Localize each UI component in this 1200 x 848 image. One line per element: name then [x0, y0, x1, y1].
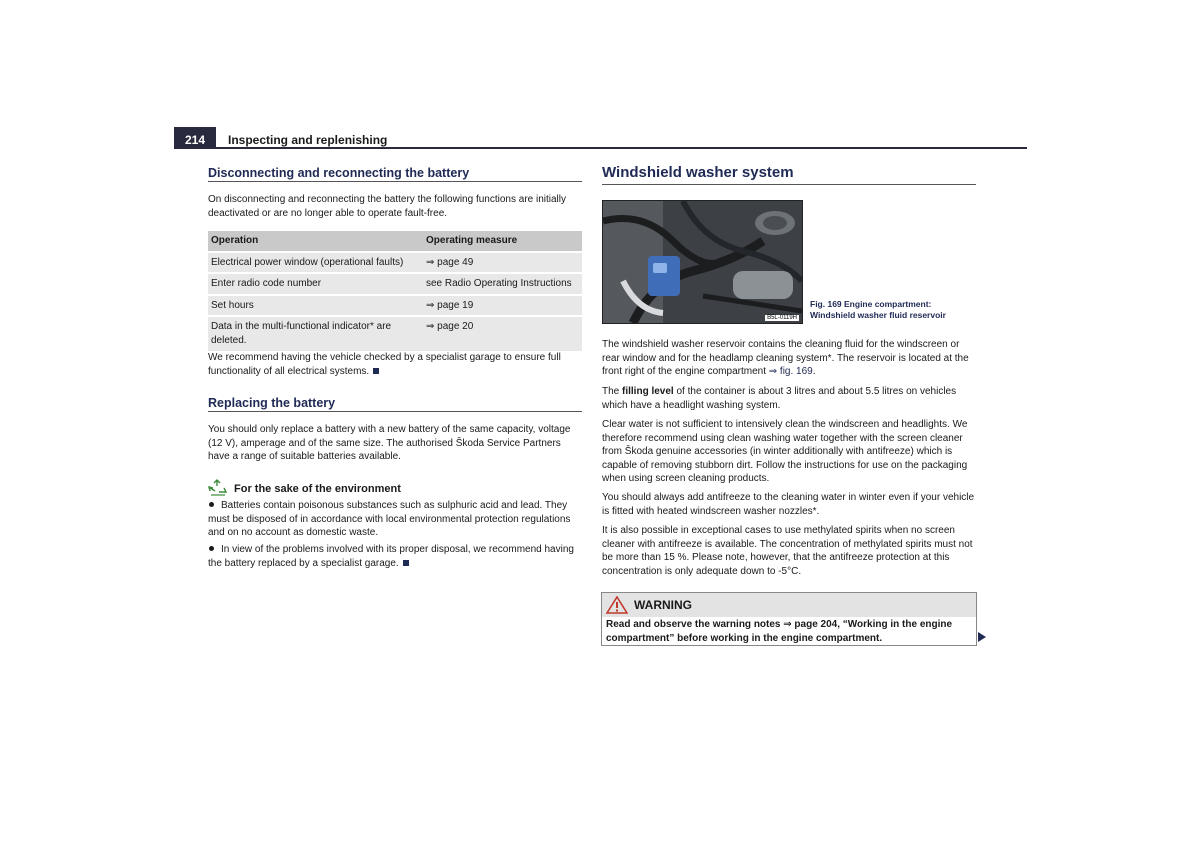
environment-bullet	[208, 499, 582, 540]
recycle-icon	[208, 479, 228, 497]
table-row	[208, 316, 582, 350]
figure-caption: Fig. 169 Engine compartment: Windshield washer fluid reservoir	[810, 299, 946, 320]
washer-paragraph-4: You should always add antifreeze to the cleaning water in winter even if your vehicle is fitted with heated windscreen washer nozzles*.	[602, 492, 975, 517]
closing-text: We recommend having the vehicle checked by a specialist garage to ensure full functionality of all electrical systems.	[208, 352, 561, 377]
paragraph-text: of the container is about 3 litres and about 5.5 litres on vehicles which have a headlight washing system.	[602, 386, 957, 411]
table-header-measure: Operating measure	[423, 231, 582, 252]
section-rule	[208, 411, 582, 412]
bullet-icon	[209, 546, 214, 551]
section-rule	[208, 181, 582, 182]
table-cell: see Radio Operating Instructions	[423, 273, 582, 295]
table-row	[208, 252, 582, 274]
engine-photo-illustration	[603, 201, 802, 323]
closing-paragraph	[208, 351, 582, 378]
paragraph-text: .	[812, 366, 816, 378]
warning-header	[602, 593, 976, 617]
bold-term: filling level	[622, 386, 674, 397]
page-number: 214	[174, 127, 216, 149]
continue-arrow-icon	[978, 632, 986, 642]
replacing-paragraph: You should only replace a battery with a new battery of the same capacity, voltage (12 V), amperage and of the same size. The authorised Škoda Service Partners have a range of suitable batteries available.	[208, 424, 571, 463]
table-cell: Set hours	[208, 295, 423, 317]
header-rule	[174, 147, 1027, 149]
table-cell: Data in the multi-functional indicator* are deleted.	[208, 316, 423, 350]
paragraph-text: The	[602, 386, 623, 397]
table-cell-link[interactable]: ⇒ page 20	[423, 316, 582, 350]
section-title-disconnecting: Disconnecting and reconnecting the battery	[208, 166, 470, 180]
environment-title: For the sake of the environment	[234, 483, 401, 495]
warning-box	[601, 592, 977, 646]
table-header-operation: Operation	[208, 231, 423, 252]
bullet-text: Batteries contain poisonous substances such as sulphuric acid and lead. They must be disposed of in accordance with local environmental protection regulations and on no account as domestic waste.	[208, 500, 571, 539]
washer-paragraph-1	[602, 338, 976, 379]
end-of-section-icon	[403, 560, 409, 566]
table-cell: Enter radio code number	[208, 273, 423, 295]
running-header-title: Inspecting and replenishing	[228, 133, 388, 147]
table-row	[208, 295, 582, 317]
table-cell-link[interactable]: ⇒ page 49	[423, 252, 582, 274]
bullet-text: In view of the problems involved with its proper disposal, we recommend having the battery replaced by a specialist garage.	[208, 544, 574, 569]
table-cell: Electrical power window (operational faults)	[208, 252, 423, 274]
section-rule	[602, 184, 976, 185]
intro-paragraph: On disconnecting and reconnecting the battery the following functions are initially deactivated or are no longer able to operate fault-free.	[208, 194, 566, 219]
washer-paragraph-2	[602, 385, 976, 412]
section-title-washer: Windshield washer system	[602, 164, 794, 181]
environment-bullet	[208, 543, 582, 570]
figure-code: B5L-0119H	[767, 315, 797, 321]
figure-link[interactable]: ⇒ fig. 169	[768, 366, 813, 378]
table-row	[208, 273, 582, 295]
warning-triangle-icon	[606, 596, 628, 614]
operations-table	[208, 231, 582, 351]
table-cell-link[interactable]: ⇒ page 19	[423, 295, 582, 317]
section-title-replacing: Replacing the battery	[208, 396, 336, 410]
warning-body: Read and observe the warning notes ⇒ page 204, “Working in the engine compartment” before working in the engine compartment.	[606, 619, 953, 644]
paragraph-text: The windshield washer reservoir contains the cleaning fluid for the windscreen or rear window and for the headlamp cleaning system*. The reservoir is located at the front right of the engine compartment	[602, 339, 969, 378]
engine-compartment-figure	[602, 200, 803, 324]
bullet-icon	[209, 502, 214, 507]
washer-paragraph-3: Clear water is not sufficient to intensively clean the windscreen and headlights. We therefore recommend using clean washing water together with the screen cleaner from Škoda genuine accessories (in winter additionally with antifreeze) which is capable of removing stubborn dirt. Follow the instructions for use on the packaging when using screen cleaning products.	[602, 419, 968, 485]
warning-title: WARNING	[634, 598, 692, 612]
washer-paragraph-5: It is also possible in exceptional cases to use methylated spirits when no screen cleaner with antifreeze is available. The concentration of methylated spirits must not be more than 15 %. Please note, however, that the antifreeze protection at this concentration is only adequate down to -5°C.	[602, 525, 973, 577]
end-of-section-icon	[373, 368, 379, 374]
